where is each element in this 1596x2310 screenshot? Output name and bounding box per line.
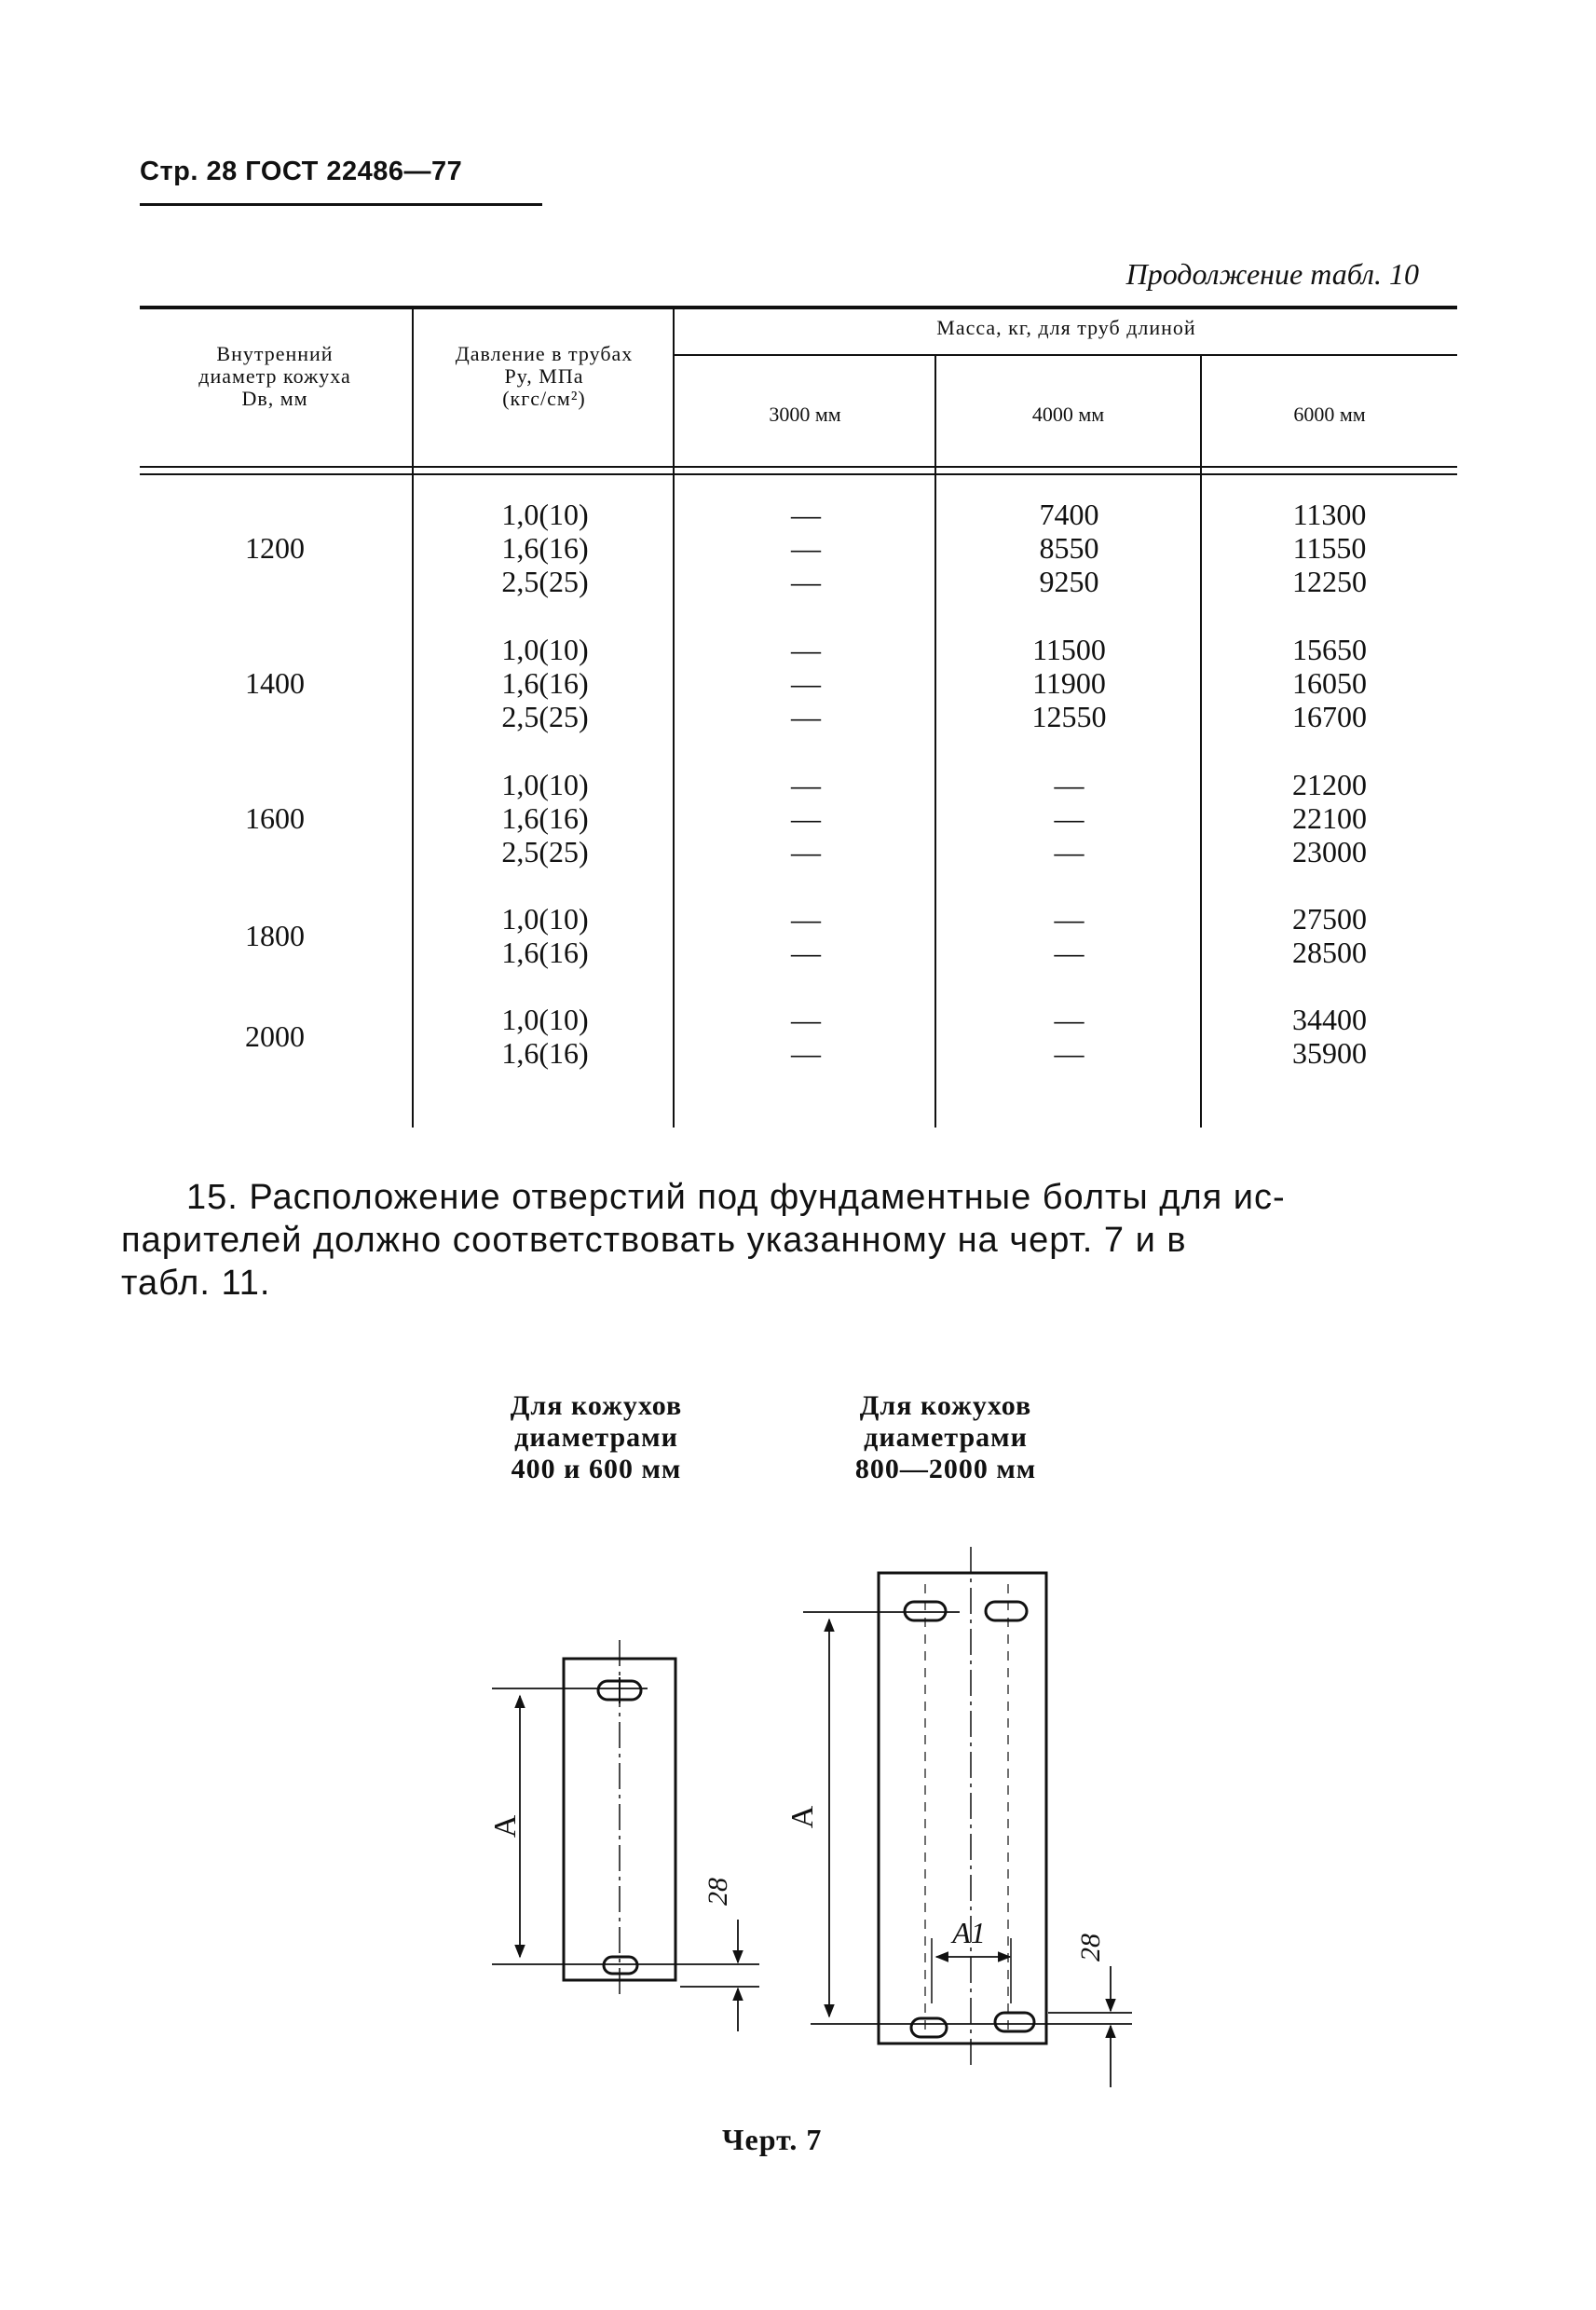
mass-6000-cell: 35900 xyxy=(1292,1036,1367,1070)
mass-4000-cell: 9250 xyxy=(1039,565,1099,598)
mass-3000-cell: — xyxy=(791,633,821,666)
dim-label-28-left: 28 xyxy=(703,1878,733,1906)
mass-6000-cell: 21200 xyxy=(1292,768,1367,801)
pressure-cell: 1,6(16) xyxy=(501,936,589,969)
mass-3000-cell: — xyxy=(791,1003,821,1036)
header-length-3000: 3000 мм xyxy=(769,403,841,426)
standard-code: ГОСТ 22486—77 xyxy=(245,157,463,186)
mass-4000-cell: 12550 xyxy=(1031,700,1107,733)
dim-label-a1: A1 xyxy=(952,1916,986,1949)
mass-3000-cell: — xyxy=(791,801,821,835)
plate-large xyxy=(803,1547,1132,2087)
diameter-cell: 2000 xyxy=(245,1019,305,1053)
mass-3000-cell: — xyxy=(791,1036,821,1070)
header-pressure: Давление в трубах Py, МПа (кгс/см²) xyxy=(455,342,634,410)
pressure-cell: 1,0(10) xyxy=(501,633,589,666)
pressure-cell: 2,5(25) xyxy=(501,700,589,733)
mass-4000-cell: — xyxy=(1054,902,1084,936)
mass-6000-cell: 27500 xyxy=(1292,902,1367,936)
mass-3000-cell: — xyxy=(791,700,821,733)
mass-3000-cell: — xyxy=(791,565,821,598)
mass-6000-cell: 15650 xyxy=(1292,633,1367,666)
figure-left-label: Для кожухов диаметрами 400 и 600 мм xyxy=(510,1390,683,1484)
pressure-cell: 1,6(16) xyxy=(501,801,589,835)
mass-4000-cell: — xyxy=(1054,801,1084,835)
pressure-cell: 1,0(10) xyxy=(501,902,589,936)
mass-3000-cell: — xyxy=(791,666,821,700)
mass-3000-cell: — xyxy=(791,498,821,531)
mass-6000-cell: 22100 xyxy=(1292,801,1367,835)
pressure-cell: 1,6(16) xyxy=(501,531,589,565)
mass-4000-cell: — xyxy=(1054,1003,1084,1036)
mass-3000-cell: — xyxy=(791,835,821,868)
mass-4000-cell: — xyxy=(1054,835,1084,868)
dim-label-a-right: A xyxy=(785,1805,820,1829)
mass-4000-cell: 7400 xyxy=(1039,498,1099,531)
mass-4000-cell: 8550 xyxy=(1039,531,1099,565)
paragraph-line: 15. Расположение отверстий под фундаментные болты для ис- xyxy=(186,1178,1286,1217)
mass-4000-cell: 11900 xyxy=(1032,666,1106,700)
mass-6000-cell: 11550 xyxy=(1292,531,1367,565)
plate-small xyxy=(492,1640,759,2031)
pressure-cell: 2,5(25) xyxy=(501,835,589,868)
header-mass-group: Масса, кг, для труб длиной xyxy=(936,316,1196,339)
diameter-cell: 1200 xyxy=(245,531,305,565)
diameter-cell: 1800 xyxy=(245,919,305,952)
mass-6000-cell: 12250 xyxy=(1292,565,1367,598)
mass-3000-cell: — xyxy=(791,902,821,936)
pressure-cell: 1,0(10) xyxy=(501,1003,589,1036)
pressure-cell: 1,0(10) xyxy=(501,768,589,801)
dim-label-a-left: A xyxy=(488,1814,523,1838)
pressure-cell: 1,0(10) xyxy=(501,498,589,531)
mass-4000-cell: — xyxy=(1054,768,1084,801)
mass-6000-cell: 16700 xyxy=(1292,700,1367,733)
pressure-cell: 1,6(16) xyxy=(501,1036,589,1070)
mass-3000-cell: — xyxy=(791,531,821,565)
mass-3000-cell: — xyxy=(791,768,821,801)
header-length-4000: 4000 мм xyxy=(1031,403,1105,426)
mass-4000-cell: 11500 xyxy=(1032,633,1106,666)
mass-6000-cell: 28500 xyxy=(1292,936,1367,969)
table-continuation-label: Продолжение табл. 10 xyxy=(1125,257,1419,291)
mass-6000-cell: 11300 xyxy=(1292,498,1367,531)
figure-right-label: Для кожухов диаметрами 800—2000 мм xyxy=(854,1390,1037,1484)
pressure-cell: 2,5(25) xyxy=(501,565,589,598)
header-length-6000: 6000 мм xyxy=(1293,403,1366,426)
mass-4000-cell: — xyxy=(1054,1036,1084,1070)
mass-6000-cell: 34400 xyxy=(1292,1003,1367,1036)
figure-caption: Черт. 7 xyxy=(722,2123,823,2156)
page-number: Стр. 28 xyxy=(140,157,238,186)
mass-4000-cell: — xyxy=(1054,936,1084,969)
paragraph-line: парителей должно соответствовать указанному на черт. 7 и в xyxy=(121,1221,1187,1260)
mass-3000-cell: — xyxy=(791,936,821,969)
header-diameter: Внутренний диаметр кожуха Dв, мм xyxy=(198,342,351,410)
diameter-cell: 1400 xyxy=(245,666,305,700)
mass-6000-cell: 16050 xyxy=(1292,666,1367,700)
dim-label-28-right: 28 xyxy=(1075,1934,1106,1961)
paragraph-line: табл. 11. xyxy=(121,1264,271,1303)
mass-6000-cell: 23000 xyxy=(1292,835,1367,868)
pressure-cell: 1,6(16) xyxy=(501,666,589,700)
diameter-cell: 1600 xyxy=(245,801,305,835)
